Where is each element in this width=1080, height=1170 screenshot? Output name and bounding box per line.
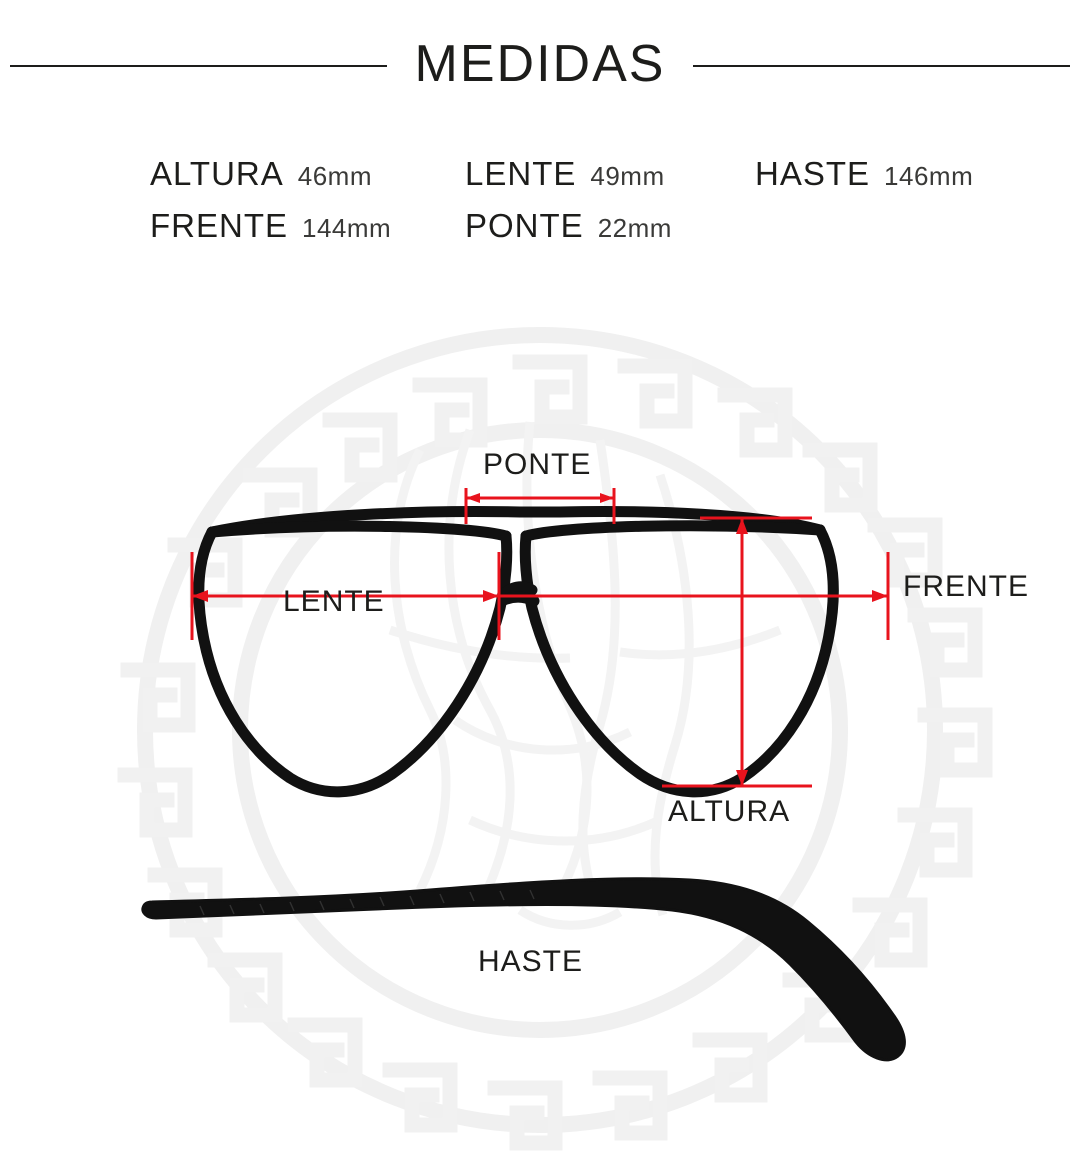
dimension-label-frente: FRENTE	[903, 570, 1029, 603]
dimension-label-altura: ALTURA	[668, 795, 791, 828]
measurement-row	[150, 207, 990, 245]
measurement-haste	[755, 155, 995, 193]
dimension-label-ponte: PONTE	[483, 448, 592, 481]
measurement-value: 144mm	[302, 213, 392, 243]
measurement-label: ALTURA	[150, 155, 284, 192]
header-rule-left	[10, 65, 387, 67]
page-title: MEDIDAS	[414, 35, 666, 93]
measurement-value: 46mm	[297, 161, 372, 191]
measurement-list	[150, 155, 990, 259]
dimension-label-lente: LENTE	[283, 585, 385, 618]
measurement-label: FRENTE	[150, 207, 288, 244]
measurement-label: LENTE	[465, 155, 577, 192]
glasses-diagram	[0, 300, 1080, 1170]
measurement-row	[150, 155, 990, 193]
page-header	[0, 34, 1080, 94]
measurement-frente	[150, 207, 435, 245]
measurement-value: 22mm	[597, 213, 672, 243]
measurement-ponte	[465, 207, 725, 245]
measurement-value: 146mm	[884, 161, 974, 191]
measurement-label: HASTE	[755, 155, 871, 192]
dimension-label-haste: HASTE	[478, 945, 584, 978]
header-rule-right	[693, 65, 1070, 67]
measurement-lente	[465, 155, 725, 193]
measurement-label: PONTE	[465, 207, 584, 244]
measurement-value: 49mm	[590, 161, 665, 191]
measurement-altura	[150, 155, 435, 193]
dimension-ponte	[466, 488, 614, 524]
